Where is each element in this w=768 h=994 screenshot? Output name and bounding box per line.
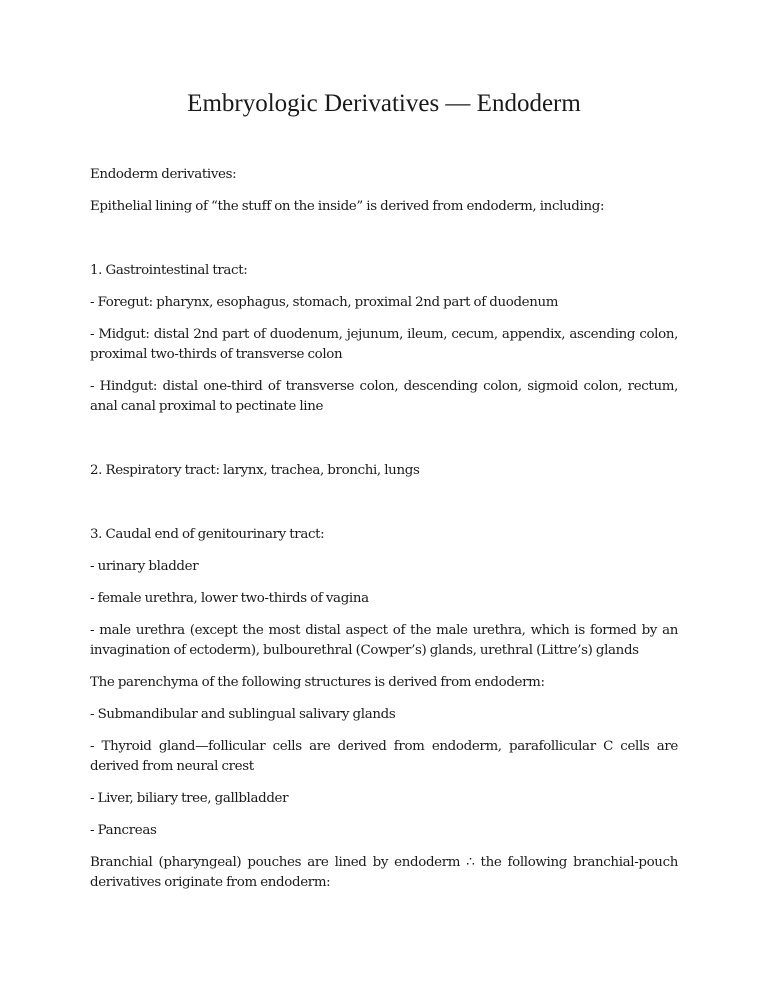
- thyroid-gland-item: - Thyroid gland—follicular cells are derived from endoderm, parafollicular C cells are derived from neural crest: [90, 739, 678, 774]
- section-respiratory-heading: 2. Respiratory tract: larynx, trachea, bronchi, lungs: [90, 463, 420, 478]
- female-urethra-item: - female urethra, lower two-thirds of vagina: [90, 591, 369, 606]
- salivary-glands-item: - Submandibular and sublingual salivary glands: [90, 707, 396, 722]
- foregut-item: - Foregut: pharynx, esophagus, stomach, proximal 2nd part of duodenum: [90, 295, 559, 310]
- intro-heading: Endoderm derivatives:: [90, 167, 237, 182]
- hindgut-item: - Hindgut: distal one-third of transverse colon, descending colon, sigmoid colon, rectum, anal canal proximal to pectinate line: [90, 379, 678, 414]
- pancreas-item: - Pancreas: [90, 823, 157, 838]
- page-title: Embryologic Derivatives — Endoderm: [187, 90, 581, 117]
- midgut-item: - Midgut: distal 2nd part of duodenum, jejunum, ileum, cecum, appendix, ascending colon, proximal two-thirds of transverse colon: [90, 327, 678, 362]
- section-gastrointestinal-heading: 1. Gastrointestinal tract:: [90, 263, 248, 278]
- section-genitourinary-heading: 3. Caudal end of genitourinary tract:: [90, 527, 325, 542]
- document-body: [90, 165, 678, 893]
- parenchyma-intro: The parenchyma of the following structures is derived from endoderm:: [90, 675, 545, 690]
- liver-item: - Liver, biliary tree, gallbladder: [90, 791, 289, 806]
- branchial-pouch-text: Branchial (pharyngeal) pouches are lined by endoderm ∴ the following branchial-pouch derivatives originate from endoderm:: [90, 855, 678, 890]
- male-urethra-item: - male urethra (except the most distal aspect of the male urethra, which is formed by an invagination of ectoderm), bulbourethral (Cowper’s) glands, urethral (Littre’s) glands: [90, 623, 678, 658]
- intro-text: Epithelial lining of “the stuff on the inside” is derived from endoderm, including:: [90, 199, 605, 214]
- urinary-bladder-item: - urinary bladder: [90, 559, 199, 574]
